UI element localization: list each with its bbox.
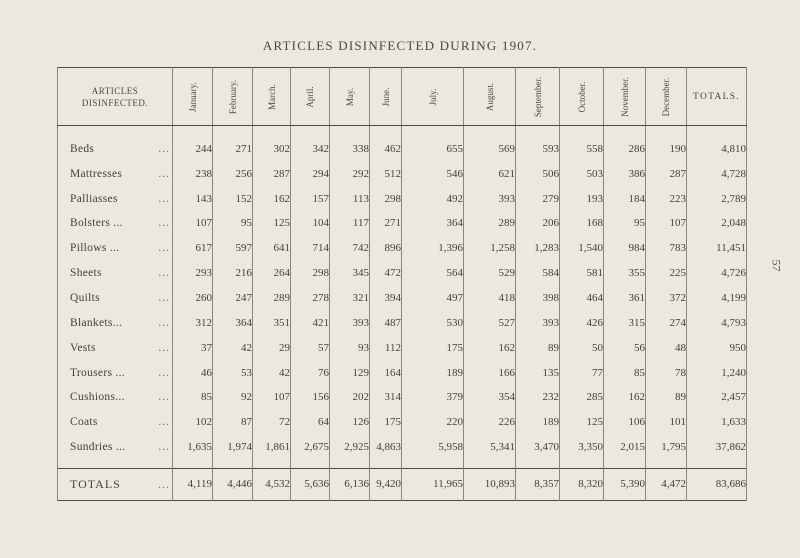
totals-label: TOTALS [70, 476, 121, 491]
month-value-cell: 278 [291, 286, 330, 311]
month-value-cell: 193 [560, 186, 604, 211]
article-label: Bolsters ... [70, 217, 123, 230]
month-value-cell: 462 [370, 126, 402, 162]
month-value-cell: 364 [402, 211, 464, 236]
month-value-cell: 189 [516, 410, 560, 435]
article-label-cell [58, 161, 173, 186]
row-total-cell: 950 [687, 335, 747, 360]
month-value-cell: 129 [330, 360, 370, 385]
month-value-cell: 76 [291, 360, 330, 385]
month-value-cell: 527 [464, 310, 516, 335]
leader-dots: ... [158, 267, 170, 280]
month-label: April. [305, 85, 315, 108]
month-value-cell: 298 [291, 261, 330, 286]
month-value-cell: 216 [213, 261, 253, 286]
month-total-cell: 9,420 [370, 468, 402, 500]
article-label: Blankets... [70, 316, 123, 329]
month-value-cell: 125 [560, 410, 604, 435]
month-value-cell: 85 [604, 360, 646, 385]
month-value-cell: 175 [370, 410, 402, 435]
month-value-cell: 569 [464, 126, 516, 162]
article-label-cell [58, 360, 173, 385]
month-value-cell: 162 [464, 335, 516, 360]
leader-dots: ... [158, 217, 170, 230]
month-value-cell: 503 [560, 161, 604, 186]
month-value-cell: 168 [560, 211, 604, 236]
month-header [253, 68, 291, 126]
leader-dots: ... [158, 476, 170, 491]
month-value-cell: 564 [402, 261, 464, 286]
article-label: Vests [70, 341, 96, 354]
month-header [560, 68, 604, 126]
month-value-cell: 232 [516, 385, 560, 410]
row-total-cell: 37,862 [687, 435, 747, 469]
article-label-cell [58, 211, 173, 236]
month-value-cell: 364 [213, 310, 253, 335]
month-value-cell: 143 [173, 186, 213, 211]
month-label: January. [187, 81, 198, 112]
month-value-cell: 92 [213, 385, 253, 410]
month-value-cell: 487 [370, 310, 402, 335]
month-value-cell: 3,470 [516, 435, 560, 469]
month-value-cell: 338 [330, 126, 370, 162]
table-row [58, 410, 747, 435]
month-value-cell: 50 [560, 335, 604, 360]
month-value-cell: 1,635 [173, 435, 213, 469]
table-row [58, 435, 747, 469]
month-value-cell: 102 [173, 410, 213, 435]
leader-dots: ... [158, 316, 170, 329]
month-value-cell: 314 [370, 385, 402, 410]
month-label: June. [380, 87, 391, 106]
month-value-cell: 896 [370, 236, 402, 261]
month-value-cell: 345 [330, 261, 370, 286]
month-value-cell: 107 [173, 211, 213, 236]
month-value-cell: 57 [291, 335, 330, 360]
month-value-cell: 617 [173, 236, 213, 261]
article-label-cell [58, 335, 173, 360]
leader-dots: ... [158, 441, 170, 454]
month-value-cell: 89 [516, 335, 560, 360]
month-value-cell: 162 [604, 385, 646, 410]
table-row [58, 211, 747, 236]
month-total-cell: 4,446 [213, 468, 253, 500]
month-value-cell: 37 [173, 335, 213, 360]
month-value-cell: 287 [253, 161, 291, 186]
articles-column-header: ARTICLES DISINFECTED. [58, 68, 173, 126]
month-value-cell: 238 [173, 161, 213, 186]
month-label: February. [227, 79, 238, 114]
month-value-cell: 1,283 [516, 236, 560, 261]
table-row [58, 310, 747, 335]
month-label: October. [576, 81, 587, 112]
month-value-cell: 189 [402, 360, 464, 385]
month-value-cell: 164 [370, 360, 402, 385]
row-total-cell: 4,810 [687, 126, 747, 162]
month-value-cell: 104 [291, 211, 330, 236]
month-total-cell: 4,472 [646, 468, 687, 500]
month-value-cell: 312 [173, 310, 213, 335]
month-total-cell: 5,390 [604, 468, 646, 500]
month-value-cell: 558 [560, 126, 604, 162]
month-value-cell: 1,795 [646, 435, 687, 469]
month-value-cell: 714 [291, 236, 330, 261]
month-value-cell: 289 [253, 286, 291, 311]
month-value-cell: 351 [253, 310, 291, 335]
month-value-cell: 298 [370, 186, 402, 211]
row-total-cell: 2,048 [687, 211, 747, 236]
month-value-cell: 315 [604, 310, 646, 335]
month-value-cell: 655 [402, 126, 464, 162]
article-label: Sheets [70, 267, 102, 280]
month-value-cell: 1,861 [253, 435, 291, 469]
table-row [58, 261, 747, 286]
month-value-cell: 89 [646, 385, 687, 410]
month-value-cell: 355 [604, 261, 646, 286]
article-label-cell [58, 126, 173, 162]
month-header [370, 68, 402, 126]
article-label-cell [58, 186, 173, 211]
month-value-cell: 72 [253, 410, 291, 435]
table-row [58, 360, 747, 385]
month-value-cell: 742 [330, 236, 370, 261]
month-value-cell: 1,974 [213, 435, 253, 469]
month-value-cell: 393 [330, 310, 370, 335]
month-value-cell: 135 [516, 360, 560, 385]
month-value-cell: 597 [213, 236, 253, 261]
row-total-cell: 4,199 [687, 286, 747, 311]
article-label-cell [58, 261, 173, 286]
month-label: May. [344, 87, 355, 106]
leader-dots: ... [158, 192, 170, 205]
grand-total-cell: 83,686 [687, 468, 747, 500]
month-value-cell: 783 [646, 236, 687, 261]
month-value-cell: 372 [646, 286, 687, 311]
month-value-cell: 294 [291, 161, 330, 186]
row-total-cell: 4,726 [687, 261, 747, 286]
month-header [402, 68, 464, 126]
leader-dots: ... [158, 366, 170, 379]
month-header [604, 68, 646, 126]
row-total-cell: 2,789 [687, 186, 747, 211]
disinfection-table [57, 67, 747, 501]
month-value-cell: 530 [402, 310, 464, 335]
table-row [58, 186, 747, 211]
month-total-cell: 8,357 [516, 468, 560, 500]
article-label: Pillows ... [70, 242, 120, 255]
table-row [58, 236, 747, 261]
month-value-cell: 184 [604, 186, 646, 211]
totals-row [58, 468, 747, 500]
month-value-cell: 48 [646, 335, 687, 360]
month-value-cell: 289 [464, 211, 516, 236]
row-total-cell: 4,793 [687, 310, 747, 335]
month-value-cell: 3,350 [560, 435, 604, 469]
month-value-cell: 202 [330, 385, 370, 410]
month-value-cell: 472 [370, 261, 402, 286]
leader-dots: ... [158, 242, 170, 255]
month-value-cell: 379 [402, 385, 464, 410]
article-label-cell [58, 236, 173, 261]
month-value-cell: 5,341 [464, 435, 516, 469]
month-value-cell: 156 [291, 385, 330, 410]
article-label: Trousers ... [70, 366, 125, 379]
month-value-cell: 302 [253, 126, 291, 162]
article-label: Cushions... [70, 391, 125, 404]
month-value-cell: 126 [330, 410, 370, 435]
month-value-cell: 244 [173, 126, 213, 162]
month-value-cell: 2,015 [604, 435, 646, 469]
month-value-cell: 464 [560, 286, 604, 311]
month-value-cell: 101 [646, 410, 687, 435]
row-total-cell: 11,451 [687, 236, 747, 261]
row-total-cell: 4,728 [687, 161, 747, 186]
month-value-cell: 175 [402, 335, 464, 360]
table-row [58, 385, 747, 410]
month-header [173, 68, 213, 126]
article-label: Mattresses [70, 167, 123, 180]
month-value-cell: 5,958 [402, 435, 464, 469]
month-total-cell: 4,532 [253, 468, 291, 500]
article-label-cell [58, 385, 173, 410]
table-row [58, 161, 747, 186]
month-value-cell: 223 [646, 186, 687, 211]
month-value-cell: 285 [560, 385, 604, 410]
month-value-cell: 321 [330, 286, 370, 311]
month-header [516, 68, 560, 126]
month-value-cell: 386 [604, 161, 646, 186]
month-value-cell: 42 [253, 360, 291, 385]
month-value-cell: 292 [330, 161, 370, 186]
month-value-cell: 4,863 [370, 435, 402, 469]
month-value-cell: 29 [253, 335, 291, 360]
header-row [58, 68, 747, 126]
month-value-cell: 621 [464, 161, 516, 186]
month-value-cell: 53 [213, 360, 253, 385]
month-value-cell: 354 [464, 385, 516, 410]
month-value-cell: 77 [560, 360, 604, 385]
article-label: Beds [70, 142, 95, 155]
month-value-cell: 117 [330, 211, 370, 236]
month-value-cell: 497 [402, 286, 464, 311]
month-value-cell: 56 [604, 335, 646, 360]
month-label: March. [266, 83, 277, 110]
leader-dots: ... [158, 341, 170, 354]
month-header [646, 68, 687, 126]
month-label: December. [661, 77, 671, 116]
month-value-cell: 107 [253, 385, 291, 410]
month-value-cell: 274 [646, 310, 687, 335]
month-value-cell: 393 [516, 310, 560, 335]
month-value-cell: 641 [253, 236, 291, 261]
month-value-cell: 529 [464, 261, 516, 286]
article-label: Quilts [70, 291, 100, 304]
leader-dots: ... [158, 167, 170, 180]
article-label-cell [58, 435, 173, 469]
month-value-cell: 2,675 [291, 435, 330, 469]
table-body [58, 126, 747, 501]
month-value-cell: 418 [464, 286, 516, 311]
month-value-cell: 162 [253, 186, 291, 211]
month-header [291, 68, 330, 126]
leader-dots: ... [158, 416, 170, 429]
month-header [464, 68, 516, 126]
table-row [58, 126, 747, 162]
month-value-cell: 247 [213, 286, 253, 311]
month-value-cell: 112 [370, 335, 402, 360]
month-value-cell: 260 [173, 286, 213, 311]
month-value-cell: 125 [253, 211, 291, 236]
month-value-cell: 293 [173, 261, 213, 286]
article-label-cell [58, 410, 173, 435]
month-value-cell: 584 [516, 261, 560, 286]
month-value-cell: 593 [516, 126, 560, 162]
row-total-cell: 2,457 [687, 385, 747, 410]
month-label: September. [532, 76, 543, 117]
month-value-cell: 492 [402, 186, 464, 211]
month-total-cell: 5,636 [291, 468, 330, 500]
month-value-cell: 264 [253, 261, 291, 286]
article-label-cell [58, 310, 173, 335]
month-value-cell: 78 [646, 360, 687, 385]
month-value-cell: 206 [516, 211, 560, 236]
month-value-cell: 106 [604, 410, 646, 435]
month-value-cell: 984 [604, 236, 646, 261]
article-label-cell [58, 286, 173, 311]
page-number: 57 [769, 259, 784, 272]
month-total-cell: 11,965 [402, 468, 464, 500]
month-value-cell: 190 [646, 126, 687, 162]
month-value-cell: 393 [464, 186, 516, 211]
month-value-cell: 361 [604, 286, 646, 311]
month-label: July. [427, 88, 438, 105]
article-label: Palliasses [70, 192, 118, 205]
month-value-cell: 42 [213, 335, 253, 360]
table-row [58, 286, 747, 311]
month-value-cell: 85 [173, 385, 213, 410]
month-value-cell: 1,258 [464, 236, 516, 261]
month-value-cell: 342 [291, 126, 330, 162]
month-total-cell: 10,893 [464, 468, 516, 500]
month-value-cell: 398 [516, 286, 560, 311]
month-value-cell: 64 [291, 410, 330, 435]
month-value-cell: 546 [402, 161, 464, 186]
article-label: Sundries ... [70, 441, 126, 454]
month-value-cell: 226 [464, 410, 516, 435]
month-value-cell: 287 [646, 161, 687, 186]
month-value-cell: 2,925 [330, 435, 370, 469]
month-value-cell: 581 [560, 261, 604, 286]
leader-dots: ... [158, 291, 170, 304]
month-total-cell: 4,119 [173, 468, 213, 500]
table-row [58, 335, 747, 360]
month-value-cell: 394 [370, 286, 402, 311]
month-value-cell: 271 [370, 211, 402, 236]
month-value-cell: 286 [604, 126, 646, 162]
month-value-cell: 506 [516, 161, 560, 186]
totals-column-header: TOTALS. [687, 68, 747, 126]
month-total-cell: 8,320 [560, 468, 604, 500]
month-header [330, 68, 370, 126]
month-value-cell: 113 [330, 186, 370, 211]
month-label: November. [619, 76, 630, 117]
month-value-cell: 166 [464, 360, 516, 385]
month-value-cell: 279 [516, 186, 560, 211]
month-label: August. [484, 82, 495, 111]
month-value-cell: 421 [291, 310, 330, 335]
leader-dots: ... [158, 391, 170, 404]
month-value-cell: 1,540 [560, 236, 604, 261]
month-value-cell: 512 [370, 161, 402, 186]
month-value-cell: 46 [173, 360, 213, 385]
table-title: ARTICLES DISINFECTED DURING 1907. [262, 38, 538, 53]
article-label: Coats [70, 416, 98, 429]
month-total-cell: 6,136 [330, 468, 370, 500]
month-value-cell: 220 [402, 410, 464, 435]
month-value-cell: 157 [291, 186, 330, 211]
month-value-cell: 426 [560, 310, 604, 335]
month-value-cell: 152 [213, 186, 253, 211]
month-header [213, 68, 253, 126]
row-total-cell: 1,633 [687, 410, 747, 435]
month-value-cell: 87 [213, 410, 253, 435]
month-value-cell: 95 [604, 211, 646, 236]
month-value-cell: 1,396 [402, 236, 464, 261]
month-value-cell: 107 [646, 211, 687, 236]
row-total-cell: 1,240 [687, 360, 747, 385]
month-value-cell: 271 [213, 126, 253, 162]
leader-dots: ... [158, 142, 170, 155]
month-value-cell: 95 [213, 211, 253, 236]
month-value-cell: 93 [330, 335, 370, 360]
totals-label-cell [58, 468, 173, 500]
month-value-cell: 256 [213, 161, 253, 186]
month-value-cell: 225 [646, 261, 687, 286]
